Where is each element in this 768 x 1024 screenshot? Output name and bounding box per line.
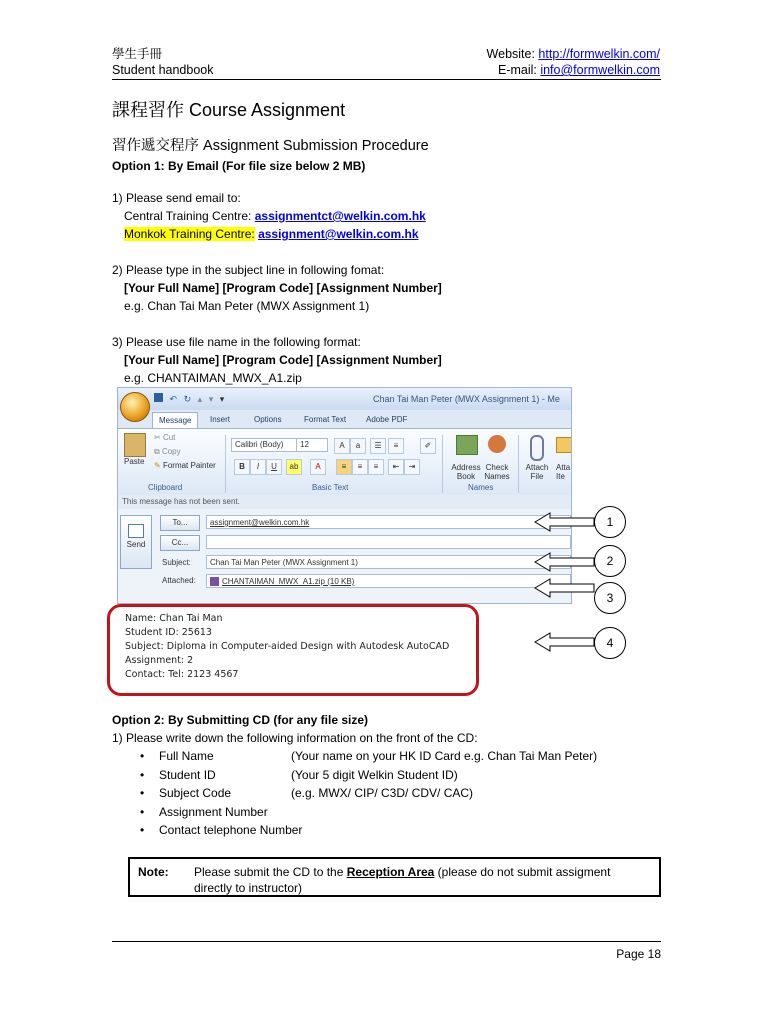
note-post: (please do not submit assigment — [434, 865, 611, 879]
header-title-en: Student handbook — [112, 63, 214, 77]
down-arrow-icon[interactable]: ▾ — [208, 394, 214, 404]
email-link[interactable]: info@formwelkin.com — [540, 63, 660, 77]
paperclip-icon[interactable] — [530, 435, 544, 461]
format-painter-button[interactable] — [154, 461, 216, 470]
group-divider — [442, 435, 443, 493]
bullet-icon: • — [140, 786, 145, 800]
customize-toolbar-icon[interactable]: ▾ — [219, 394, 225, 404]
envelope-icon — [128, 524, 144, 538]
address-book-label[interactable]: Address Book — [451, 463, 481, 481]
email-label: E-mail: — [497, 63, 541, 77]
cc-field[interactable] — [206, 535, 571, 549]
ribbon-tabs — [152, 412, 571, 428]
group-divider — [225, 435, 226, 493]
tab-adobe-pdf[interactable]: Adobe PDF — [366, 415, 408, 424]
check-names-label[interactable]: Check Names — [484, 463, 510, 481]
group-basic-text: Basic Text — [312, 483, 349, 492]
arrow-left-icon — [534, 512, 596, 532]
monkok-line — [124, 226, 419, 242]
cc-button[interactable]: Cc... — [160, 535, 200, 551]
increase-indent-icon[interactable]: ⇥ — [404, 459, 420, 475]
up-arrow-icon[interactable]: ▴ — [197, 394, 203, 404]
body-line-subject: Subject: Diploma in Computer-aided Design with Autodesk AutoCAD — [125, 641, 450, 652]
address-book-icon[interactable] — [456, 435, 478, 455]
item-label: Subject Code — [159, 786, 232, 800]
arrow-left-icon — [534, 552, 596, 572]
outlook-compose-window — [117, 387, 572, 604]
central-email-link[interactable]: assignmentct@welkin.com.hk — [254, 209, 426, 223]
font-name-select[interactable]: Calibri (Body) — [231, 438, 297, 452]
email-line — [487, 62, 660, 78]
body-line-student-id: Student ID: 25613 — [125, 627, 212, 638]
list-item — [140, 804, 660, 823]
group-divider — [518, 435, 519, 493]
monkok-email-link[interactable]: assignment@welkin.com.hk — [258, 227, 419, 241]
option1-step3: 3) Please use file name in the following format: — [112, 335, 361, 349]
header-left — [112, 46, 213, 78]
item-desc: (e.g. MWX/ CIP/ C3D/ CDV/ CAC) — [291, 786, 474, 800]
item-label: Full Name — [159, 749, 214, 763]
monkok-label: Monkok Training Centre: — [124, 227, 255, 241]
section-subtitle: 習作遞交程序 Assignment Submission Procedure — [112, 138, 429, 154]
bold-icon[interactable]: B — [234, 459, 250, 475]
attached-label: Attached: — [162, 576, 196, 585]
paste-label[interactable]: Paste — [124, 457, 145, 466]
align-right-icon[interactable]: ≡ — [368, 459, 384, 475]
item-desc: (Your name on your HK ID Card e.g. Chan Tai Man Peter) — [291, 749, 598, 763]
not-sent-notice: This message has not been sent. — [118, 495, 571, 509]
check-names-icon[interactable] — [488, 435, 506, 453]
italic-icon[interactable]: I — [250, 459, 266, 475]
note-emphasis: Reception Area — [346, 865, 435, 879]
page-title: 課程習作 Course Assignment — [112, 100, 346, 120]
callout-2: 2 — [594, 545, 626, 577]
bullets-icon[interactable]: ☰ — [370, 438, 386, 454]
office-button[interactable] — [120, 392, 150, 422]
email-body-highlight-box — [107, 604, 479, 696]
align-left-icon[interactable]: ≡ — [336, 459, 352, 475]
website-line — [487, 46, 660, 62]
option1-step1: 1) Please send email to: — [112, 191, 241, 205]
callout-3: 3 — [594, 582, 626, 614]
to-field[interactable] — [206, 515, 571, 529]
central-label: Central Training Centre: — [124, 209, 255, 223]
header-divider — [112, 79, 661, 80]
to-recipient: assignment@welkin.com.hk — [210, 518, 310, 527]
cut-label: Cut — [162, 433, 176, 442]
footer-divider — [112, 941, 661, 942]
redo-icon[interactable]: ↻ — [183, 394, 192, 404]
font-color-icon[interactable]: A — [310, 459, 326, 475]
attach-file-label[interactable]: Attach File — [525, 463, 549, 481]
subject-label: Subject: — [162, 558, 191, 567]
body-line-contact: Contact: Tel: 2123 4567 — [125, 669, 239, 680]
font-size-select[interactable]: 12 — [296, 438, 328, 452]
item-label: Student ID — [159, 767, 216, 782]
tab-format-text[interactable]: Format Text — [304, 415, 347, 424]
list-item — [140, 785, 660, 804]
arrow-left-icon — [534, 578, 596, 598]
align-center-icon[interactable]: ≡ — [352, 459, 368, 475]
scissors-icon: ✂ — [154, 433, 163, 442]
tab-message[interactable]: Message — [152, 412, 198, 429]
grow-font-icon[interactable]: A — [334, 438, 350, 454]
numbering-icon[interactable]: ≡ — [388, 438, 404, 454]
central-line — [124, 208, 426, 224]
styles-icon[interactable]: ✐ — [420, 438, 436, 454]
list-item — [140, 767, 660, 786]
tab-options[interactable]: Options — [254, 415, 282, 424]
ribbon — [118, 428, 571, 496]
list-item — [140, 748, 660, 767]
bullet-icon: • — [140, 749, 145, 763]
copy-icon: ⧉ — [154, 447, 162, 456]
note-pre: Please submit the CD to the — [194, 865, 347, 879]
copy-button[interactable] — [154, 447, 181, 457]
arrow-left-icon — [534, 632, 596, 652]
filename-example: e.g. CHANTAIMAN_MWX_A1.zip — [124, 371, 302, 385]
window-title: Chan Tai Man Peter (MWX Assignment 1) - Me — [373, 394, 560, 404]
note-text — [194, 864, 659, 896]
attachment-name[interactable]: CHANTAIMAN_MWX_A1.zip (10 KB) — [222, 577, 355, 586]
filename-format: [Your Full Name] [Program Code] [Assignment Number] — [124, 353, 442, 367]
send-button[interactable] — [120, 515, 152, 569]
bullet-icon: • — [140, 804, 145, 819]
note-box — [128, 857, 661, 897]
bullet-icon: • — [140, 767, 145, 782]
bullet-icon: • — [140, 823, 145, 837]
save-icon[interactable] — [154, 393, 163, 402]
decrease-indent-icon[interactable]: ⇤ — [388, 459, 404, 475]
item-desc: (Your 5 digit Welkin Student ID) — [291, 767, 458, 782]
subject-field[interactable]: Chan Tai Man Peter (MWX Assignment 1) — [206, 555, 571, 569]
option2-step1: 1) Please write down the following information on the front of the CD: — [112, 731, 478, 745]
option2-heading: Option 2: By Submitting CD (for any file size) — [112, 713, 369, 727]
list-item — [140, 822, 660, 841]
option1-heading: Option 1: By Email (For file size below 2 MB) — [112, 159, 366, 173]
highlight-icon[interactable]: ab — [286, 459, 302, 475]
brush-icon: ✎ — [154, 461, 163, 470]
callout-4: 4 — [594, 627, 626, 659]
item-label: Contact telephone Number — [159, 823, 303, 837]
copy-label: Copy — [161, 447, 181, 456]
header-right — [487, 46, 660, 78]
to-button[interactable]: To... — [160, 515, 200, 531]
page-number: Page 18 — [616, 947, 661, 961]
paste-icon[interactable] — [124, 433, 146, 457]
website-link[interactable]: http://formwelkin.com/ — [538, 47, 660, 61]
format-painter-label: Format Painter — [162, 461, 216, 470]
undo-icon[interactable]: ↶ — [169, 394, 178, 404]
website-label: Website: — [486, 47, 539, 61]
attach-item-label[interactable]: Atta Ite — [556, 463, 571, 481]
compose-form — [118, 495, 571, 603]
group-clipboard: Clipboard — [148, 483, 183, 492]
subject-format: [Your Full Name] [Program Code] [Assignment Number] — [124, 281, 442, 295]
group-names: Names — [468, 483, 494, 492]
body-line-name: Name: Chan Tai Man — [125, 613, 223, 624]
option1-step2: 2) Please type in the subject line in following fomat: — [112, 263, 385, 277]
zip-file-icon — [210, 577, 219, 586]
underline-icon[interactable]: U — [266, 459, 282, 475]
outlook-title-bar — [118, 388, 571, 410]
tab-insert[interactable]: Insert — [210, 415, 231, 424]
subject-example: e.g. Chan Tai Man Peter (MWX Assignment 1) — [124, 299, 370, 313]
callout-1: 1 — [594, 506, 626, 538]
body-line-assignment: Assignment: 2 — [125, 655, 194, 666]
cut-button[interactable] — [154, 433, 175, 442]
item-label: Assignment Number — [159, 804, 268, 819]
send-label: Send — [126, 540, 146, 549]
shrink-font-icon[interactable]: a — [350, 438, 366, 454]
attached-field[interactable] — [206, 574, 571, 588]
note-line-1 — [194, 864, 659, 880]
note-line-2: directly to instructor) — [194, 881, 303, 895]
cd-info-list — [140, 748, 660, 841]
note-label: Note: — [138, 865, 169, 879]
header-title-cn: 學生手冊 — [112, 47, 163, 61]
quick-access-icons — [154, 393, 224, 405]
attach-item-icon[interactable] — [556, 437, 572, 453]
